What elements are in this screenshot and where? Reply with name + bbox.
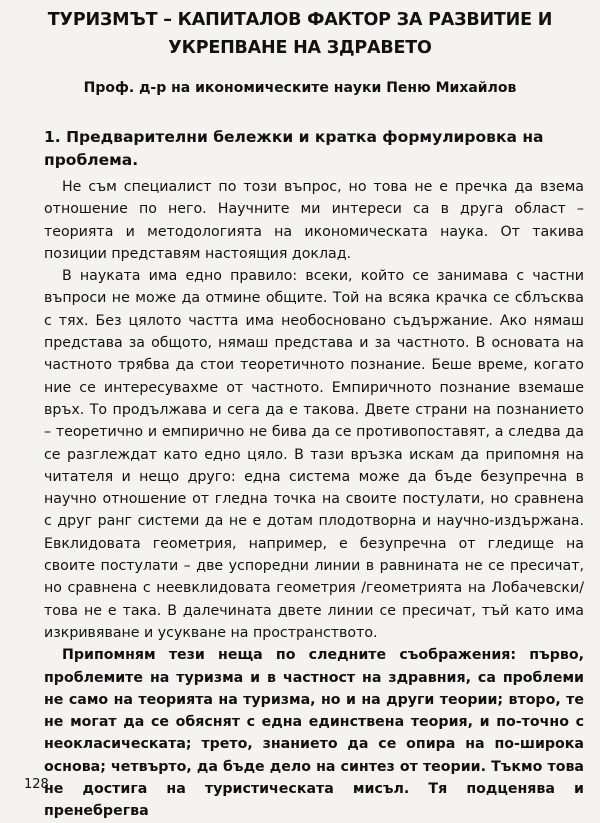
- body-text: [44, 176, 584, 823]
- author-line: Проф. д-р на икономическите науки Пеню Михайлов: [83, 80, 517, 96]
- article-title: [40, 6, 560, 62]
- title-line-2: УКРЕПВАНЕ НА ЗДРАВЕТО: [168, 38, 432, 58]
- paragraph-2: В науката има едно правило: всеки, който се занимава с частни въпроси не може да отмине общите. Той на всяка крачка се сблъсква с тях. Без цялото частта има необосновано съдържание. Ако нямаш представа за общото, нямаш представа и за частното. В основата на частното трябва да стои теоретичното познание. Беше време, когато ние се интересувахме от частното. Емпиричното познание вземаше връх. То продължава и сега да е такова. Двете страни на познанието – теоретично и емпирично не бива да се противопоставят, а следва да се разглеждат като едно цяло. В тази връзка искам да припомня на читателя и нещо друго: една система може да бъде безупречна в научно отношение от гледна точка на своите постулати, но сравнена с друг ранг системи да не е дотам плодотворна и научно-издържана. Евклидовата геометрия, например, е безупречна от гледище на своите постулати – две успоредни линии в равнината не се пресичат, но сравнена с неевклидовата геометрия /геометрията на Лобачевски/ това не е така. В далечината двете линии се пресичат, тъй като има изкривяване и усукване на пространството.: [44, 268, 584, 641]
- page-number: 128: [24, 777, 49, 792]
- paragraph-3: Припомням тези неща по следните съображения: първо, проблемите на туризма и в частност на здравния, са проблеми не само на теорията на туризма, но и на други теории; второ, те не могат да се обяснят с една единствена теория, и по-точно с неокласическата; трето, знанието да се опира на по-широка основа; четвърто, да бъде дело на синтез от теории. Тъкмо това не достига на туристическата мисъл. Тя подценява и пренебрегва: [44, 647, 584, 820]
- paragraph-1: Не съм специалист по този въпрос, но това не е пречка да взема отношение по него. Научните ми интереси са в друга област – теорията и методологията на икономическата наука. От такива позиции представям настоящия доклад.: [44, 179, 584, 262]
- section-heading: 1. Предварителни бележки и кратка формулировка на проблема.: [44, 128, 544, 169]
- title-line-1: ТУРИЗМЪТ – КАПИТАЛОВ ФАКТОР ЗА РАЗВИТИЕ И: [47, 10, 553, 30]
